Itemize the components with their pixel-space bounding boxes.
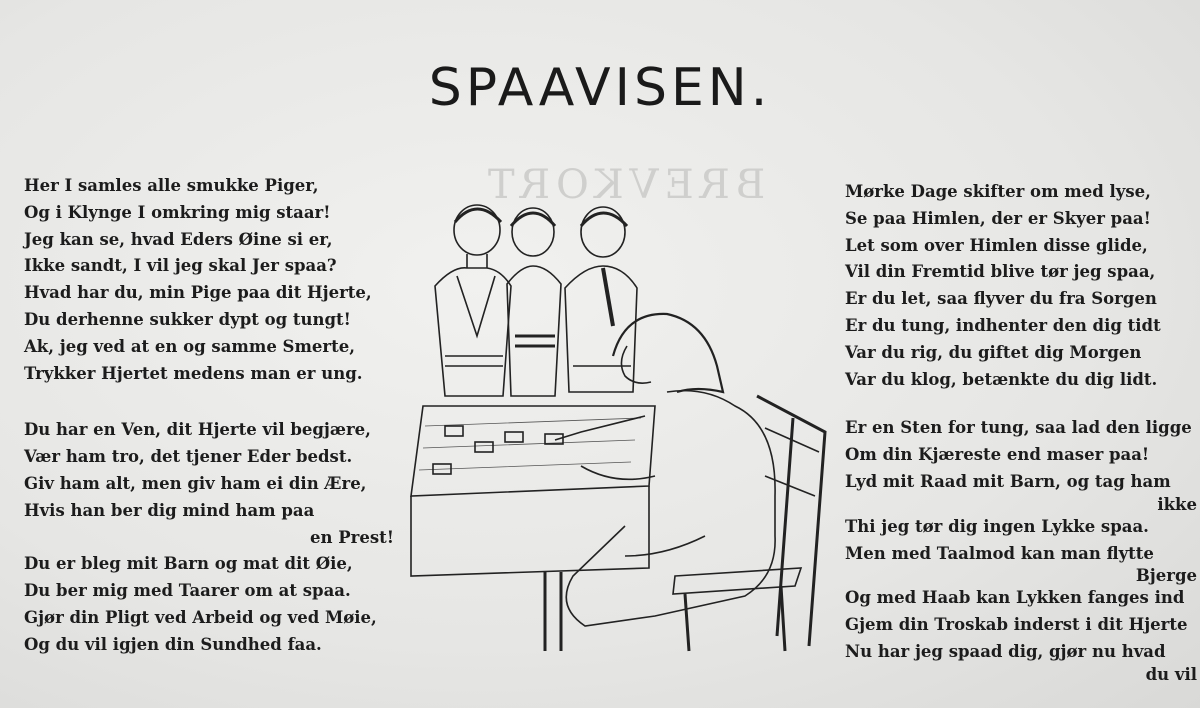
left-stanza-2 bbox=[24, 417, 394, 658]
verse-line: Og i Klynge I omkring mig staar! bbox=[24, 202, 331, 222]
page-title: SPAAVISEN. bbox=[428, 58, 772, 118]
verse-line: Vil din Fremtid blive tør jeg spaa, bbox=[845, 262, 1156, 282]
verse-line: Var du rig, du giftet dig Morgen bbox=[845, 342, 1142, 362]
verse-line: Thi jeg tør dig ingen Lykke spaa. bbox=[845, 516, 1149, 536]
standing-girl-middle bbox=[507, 208, 561, 396]
verse-line: Se paa Himlen, der er Skyer paa! bbox=[845, 208, 1151, 228]
verse-line: Mørke Dage skifter om med lyse, bbox=[845, 182, 1151, 201]
verse-line: Er du tung, indhenter den dig tidt bbox=[845, 315, 1161, 335]
verse-line: Jeg kan se, hvad Eders Øine si er, bbox=[24, 229, 333, 249]
verse-line-continuation: en Prest! bbox=[310, 527, 394, 547]
verse-line: Trykker Hjertet medens man er ung. bbox=[24, 363, 363, 383]
verse-line-continuation: du vil bbox=[1145, 664, 1197, 684]
left-stanza-1 bbox=[24, 173, 394, 387]
verse-line-continuation: Bjerge bbox=[1135, 566, 1197, 586]
verse-line: Ikke sandt, I vil jeg skal Jer spaa? bbox=[24, 256, 337, 276]
verse-line: Vær ham tro, det tjener Eder bedst. bbox=[24, 447, 353, 467]
seated-fortune-teller bbox=[555, 314, 775, 626]
verse-line: Gjem din Troskab inderst i dit Hjerte bbox=[845, 615, 1188, 635]
mirrored-show-through-text: BREVKORT bbox=[482, 162, 766, 208]
verse-line: Her I samles alle smukke Piger, bbox=[24, 176, 319, 195]
verse-line: Var du klog, betænkte du dig lidt. bbox=[845, 369, 1158, 389]
verse-line: Gjør din Pligt ved Arbeid og ved Møie, bbox=[24, 607, 377, 627]
verse-line: Er du let, saa flyver du fra Sorgen bbox=[845, 289, 1157, 309]
chair bbox=[673, 396, 825, 651]
fortune-teller-illustration bbox=[405, 196, 835, 656]
verse-line: Om din Kjæreste end maser paa! bbox=[845, 445, 1150, 465]
right-verse-column bbox=[845, 179, 1200, 684]
table bbox=[411, 406, 655, 651]
verse-line: Let som over Himlen disse glide, bbox=[845, 235, 1148, 255]
verse-line: Men med Taalmod kan man flytte bbox=[845, 543, 1154, 563]
verse-line: Du derhenne sukker dypt og tungt! bbox=[24, 309, 351, 329]
standing-girl-left bbox=[435, 205, 511, 396]
verse-line: Giv ham alt, men giv ham ei din Ære, bbox=[24, 473, 367, 493]
standing-girl-right bbox=[565, 207, 637, 392]
verse-line: Og med Haab kan Lykken fanges ind bbox=[845, 588, 1185, 608]
verse-line: Nu har jeg spaad dig, gjør nu hvad bbox=[845, 641, 1166, 661]
verse-line-continuation: ikke bbox=[1157, 494, 1197, 514]
right-stanza-1 bbox=[845, 179, 1200, 393]
verse-line: Lyd mit Raad mit Barn, og tag ham bbox=[845, 471, 1171, 491]
verse-line: Hvis han ber dig mind ham paa bbox=[24, 500, 315, 520]
verse-line: Du ber mig med Taarer om at spaa. bbox=[24, 581, 351, 601]
verse-line: Ak, jeg ved at en og samme Smerte, bbox=[24, 336, 355, 356]
verse-line: Du er bleg mit Barn og mat dit Øie, bbox=[24, 554, 353, 574]
verse-line: Er en Sten for tung, saa lad den ligge bbox=[845, 418, 1192, 438]
verse-line: Og du vil igjen din Sundhed faa. bbox=[24, 634, 322, 654]
right-stanza-2 bbox=[845, 415, 1200, 683]
verse-line: Du har en Ven, dit Hjerte vil begjære, bbox=[24, 420, 371, 440]
left-verse-column bbox=[24, 173, 394, 659]
verse-line: Hvad har du, min Pige paa dit Hjerte, bbox=[24, 283, 372, 303]
